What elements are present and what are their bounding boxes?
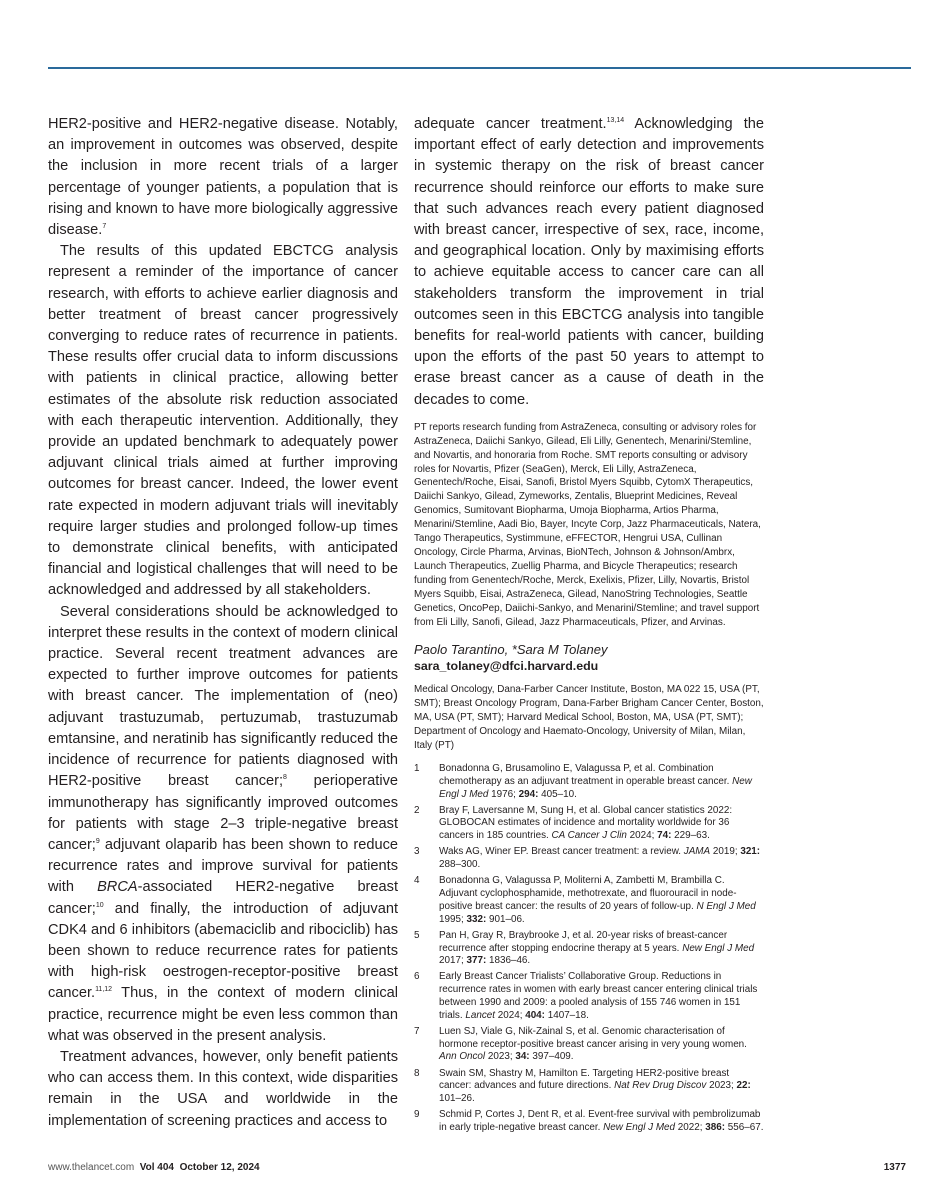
reference-list xyxy=(414,763,764,1135)
reference-item: 8 Swain SM, Shastry M, Hamilton E. Targeting HER2-positive breast cancer: advances and future directions. Nat Rev Drug Discov 2023; 22: 101–26. xyxy=(414,1067,751,1105)
competing-interests: PT reports research funding from AstraZeneca, consulting or advisory roles for AstraZeneca, Daiichi Sankyo, Gilead, Eli Lilly, Genentech, Menarini/Stemline, and Novartis, and honoraria from Roche. SMT reports consulting or advisory roles for Novartis, Pfizer (SeaGen), Merck, Eli Lilly, AstraZeneca, Genentech/Roche, Eisai, Sanofi, Bristol Myers Squibb, CytomX Therapeutics, Daiichi Sankyo, Gilead, Zymeworks, Zentalis, Blueprint Medicines, Reveal Genomics, Sumitovant Biopharma, Umoja Biopharma, Artios Pharma, Menarini/Stemline, Aadi Bio, Bayer, Incyte Corp, Jazz Pharmaceuticals, Natera, Tango Therapeutics, Systimmune, eFFECTOR, Hengrui USA, Cullinan Oncology, Circle Pharma, Arvinas, BioNTech, Johnson & Johnson/Ambrx, Launch Therapeutics, Zuellig Pharma, and Bicycle Therapeutics; research funding from Genentech/Roche, Merck, Exelixis, Pfizer, Lilly, Novartis, Bristol Myers Squibb, Eisai, AstraZeneca, Gilead, NanoString Technologies, Seattle Genetics, OncoPep, Daiichi-Sankyo, and Menarini/Stemline; and travel support from Eli Lilly, Sanofi, Gilead, Jazz Pharmaceuticals, Pfizer, and Arvinas. xyxy=(414,421,761,628)
reference-item: 6 Early Breast Cancer Trialists’ Collaborative Group. Reductions in recurrence rates in women with early breast cancer entering clinical trials between 1990 and 2009: a pooled analysis of 155 746 women in 151 trials. Lancet 2024; 404: 1407–18. xyxy=(414,971,758,1021)
citation[interactable]: 8 xyxy=(283,774,287,782)
author-affiliations: Medical Oncology, Dana-Farber Cancer Institute, Boston, MA 022 15, USA (PT, SMT); Breast Oncology Program, Dana-Farber Brigham Cancer Center, Boston, MA, USA (PT, SMT); Harvard Medical School, Boston, MA, USA (PT, SMT); Department of Oncology and Haemato-Oncology, University of Milan, Milan, Italy (PT) xyxy=(414,684,764,752)
reference-item: 7 Luen SJ, Viale G, Nik-Zainal S, et al. Genomic characterisation of hormone receptor-positive breast cancer arising in very young women. Ann Oncol 2023; 34: 397–409. xyxy=(414,1025,747,1063)
reference-item: 5 Pan H, Gray R, Braybrooke J, et al. 20-year risks of breast-cancer recurrence after stopping endocrine therapy at 5 years. New Engl J Med 2017; 377: 1836–46. xyxy=(414,929,755,967)
body-paragraph: Treatment advances, however, only benefit patients who can access them. In this context, wide disparities remain in the USA and worldwide in the implementation of screening practices and access to xyxy=(48,1048,398,1129)
header-rule xyxy=(48,67,911,69)
body-paragraph: adequate cancer treatment.$^{13,14}$ Acknowledging the important effect of early detection and improvements in systemic therapy on the risk of breast cancer recurrence should reinforce our efforts to make sure that such advances reach every patient diagnosed with breast cancer, irrespective of sex, race, income, and geographical location. Only by maximising efforts to achieve equitable access to cancer care can all stakeholders transform the improvement in trial outcomes seen in this EBCTCG analysis into tangible benefits for real-world patients with cancer, building upon the efforts of the past 50 years to attempt to erase breast cancer as a cause of death in the decades to come. xyxy=(414,116,764,408)
citation[interactable]: 9 xyxy=(95,837,100,845)
author-email[interactable]: sara_tolaney@dfci.harvard.edu xyxy=(414,659,599,674)
reference-item: 1 Bonadonna G, Brusamolino E, Valagussa P, et al. Combination chemotherapy as an adjuvant treatment in operable breast cancer. New Engl J Med 1976; 294: 405–10. xyxy=(414,762,752,800)
issue-date: October 12, 2024 xyxy=(179,1162,260,1173)
journal-url[interactable]: www.thelancet.com xyxy=(48,1162,135,1173)
reference-item: 2 Bray F, Laversanne M, Sung H, et al. Global cancer statistics 2022: GLOBOCAN estimates of incidence and mortality worldwide for 36 cancers in 185 countries. CA Cancer J Clin 2024; 74: 229–63. xyxy=(414,804,733,842)
body-paragraph: HER2-positive and HER2-negative disease. Notably, an improvement in outcomes was observed, despite the inclusion in more recent trials of a larger percentage of younger patients, a population that is rising and known to have more biologically aggressive disease.$^7$ xyxy=(48,116,398,239)
citation[interactable]: 10 xyxy=(95,901,104,909)
citation[interactable]: 7 xyxy=(102,223,107,231)
body-paragraph: Several considerations should be acknowledged to interpret these results in the context of modern clinical practice. Several recent treatment advances are expected to further improve outcomes for patients with breast cancer. The implementation of (neo) adjuvant trastuzumab, pertuzumab, trastuzumab emtansine, and neratinib has significantly reduced the incidence of recurrence for patients diagnosed with HER2-positive breast cancer;$^8$ perioperative immunotherapy has significantly improved outcomes for patients with stage 2–3 triple-negative breast cancer;$^9$ adjuvant olaparib has been shown to reduce recurrence rates and improve survival for patients with BRCA-associated HER2-negative breast cancer;$^{10}$ and finally, the introduction of adjuvant CDK4 and 6 inhibitors (abemaciclib and ribociclib) has been shown to reduce recurrence rates for patients with high-risk oestrogen-receptor-positive breast cancer.$^{11,12}$ Thus, in the context of modern clinical practice, recurrence might be even less common than what was observed in the present analysis. xyxy=(48,603,399,1044)
left-column xyxy=(48,114,398,1132)
reference-item: 9 Schmid P, Cortes J, Dent R, et al. Event-free survival with pembrolizumab in early triple-negative breast cancer. New Engl J Med 2022; 386: 556–67. xyxy=(414,1109,764,1134)
footer-citation xyxy=(48,1161,260,1175)
author-names: Paolo Tarantino, *Sara M Tolaney xyxy=(414,642,608,658)
reference-item: 4 Bonadonna G, Valagussa P, Moliterni A, Zambetti M, Brambilla C. Adjuvant cyclophosphamide, methotrexate, and fluorouracil in node-positive breast cancer: the results of 20 years of follow-up. N Engl J Med 1995; 332: 901–06. xyxy=(414,875,756,925)
citation[interactable]: 13,14 xyxy=(606,117,625,124)
reference-item: 3 Waks AG, Winer EP. Breast cancer treatment: a review. JAMA 2019; 321: 288–300. xyxy=(414,846,761,871)
right-column xyxy=(414,114,764,1138)
citation[interactable]: 11,12 xyxy=(95,986,113,994)
body-paragraph: The results of this updated EBCTCG analysis represent a reminder of the importance of cancer research, with efforts to achieve earlier diagnosis and better treatment of breast cancer progressively converging to reduce rates of recurrence in patients. These results offer crucial data to inform discussions with patients in clinical practice, allowing better estimates of the absolute risk reduction associated with each therapeutic intervention. Additionally, they provide an updated benchmark to adequately power adjuvant clinical trials aimed at further improving outcomes for breast cancer. Indeed, the lower event rate expected in modern adjuvant trials will inevitably require larger studies and prolonged follow-up times to demonstrate clinical benefits, with anticipated financial and logistical challenges that will need to be acknowledged and addressed by all stakeholders. xyxy=(48,243,398,599)
volume: Vol 404 xyxy=(139,1162,174,1173)
page-number: 1377 xyxy=(883,1162,906,1173)
